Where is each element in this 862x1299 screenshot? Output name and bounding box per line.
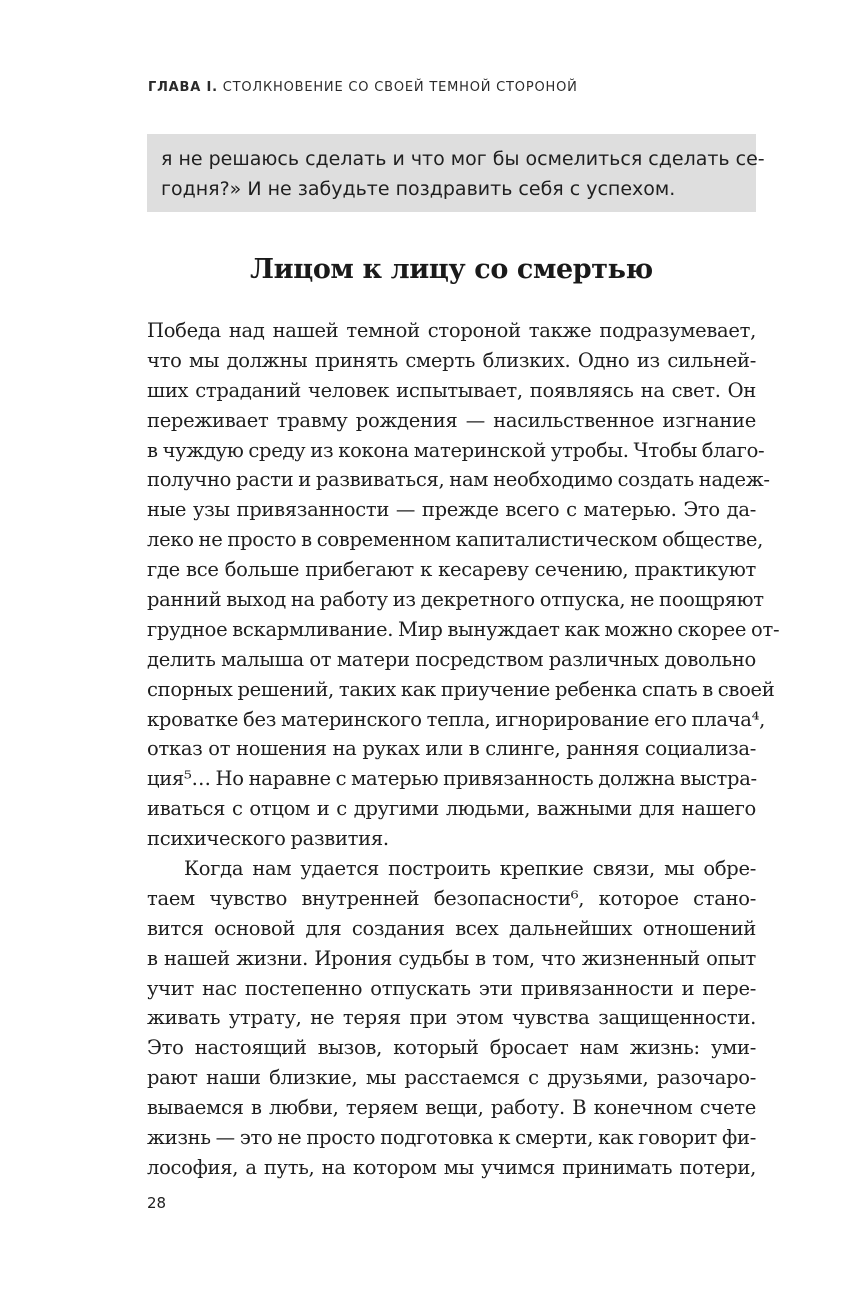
text-line: жизнь — это не просто подготовка к смерти, как говорит фи- xyxy=(147,1126,756,1150)
section-title: Лицом к лицу со смертью xyxy=(250,254,653,285)
text-line: таем чувство внутренней безопасности⁶, которое стано- xyxy=(147,886,756,910)
text-line: ные узы привязанности — прежде всего с матерью. Это да- xyxy=(147,498,756,522)
text-line: рают наши близкие, мы расстаемся с друзьями, разочаро- xyxy=(147,1066,756,1090)
text-line: в чуждую среду из кокона материнской утробы. Чтобы благо- xyxy=(147,438,765,462)
text-line: психического развития. xyxy=(147,827,389,851)
body-text xyxy=(147,316,780,1183)
text-line: лософия, а путь, на котором мы учимся принимать потери, xyxy=(147,1155,756,1179)
text-line: делить малыша от матери посредством различных довольно xyxy=(147,647,756,671)
paragraph-1 xyxy=(147,316,780,854)
text-line: где все больше прибегают к кесареву сечению, практикуют xyxy=(147,558,756,582)
text-line: вываемся в любви, теряем вещи, работу. В конечном счете xyxy=(147,1096,756,1120)
chapter-title: СТОЛКНОВЕНИЕ СО СВОЕЙ ТЕМНОЙ СТОРОНОЙ xyxy=(222,80,578,95)
callout-box xyxy=(147,134,765,212)
text-line: переживает травму рождения — насильственное изгнание xyxy=(147,408,756,432)
text-line: живать утрату, не теряя при этом чувства защищенности. xyxy=(147,1006,756,1030)
text-line: ранний выход на работу из декретного отпуска, не поощряют xyxy=(147,588,764,612)
text-line: отказ от ношения на руках или в слинге, ранняя социализа- xyxy=(147,737,756,761)
text-line: учит нас постепенно отпускать эти привязанности и пере- xyxy=(147,976,756,1000)
paragraph-2 xyxy=(147,854,756,1183)
text-line: ших страданий человек испытывает, появляясь на свет. Он xyxy=(147,378,756,402)
text-line: что мы должны принять смерть близких. Одно из сильней- xyxy=(147,348,756,372)
text-line: спорных решений, таких как приучение ребенка спать в своей xyxy=(147,677,775,701)
callout-line: я не решаюсь сделать и что мог бы осмелиться сделать се- xyxy=(161,148,765,170)
text-line: иваться с отцом и с другими людьми, важными для нашего xyxy=(147,797,756,821)
text-line: в нашей жизни. Ирония судьбы в том, что жизненный опыт xyxy=(147,946,756,970)
callout-line: годня?» И не забудьте поздравить себя с успехом. xyxy=(161,178,676,200)
text-line: Когда нам удается построить крепкие связи, мы обре- xyxy=(184,857,756,881)
text-line: грудное вскармливание. Мир вынуждает как можно скорее от- xyxy=(147,617,780,641)
text-line: леко не просто в современном капиталистическом обществе, xyxy=(147,528,764,552)
text-line: Победа над нашей темной стороной также подразумевает, xyxy=(147,319,756,342)
text-line: получно расти и развиваться, нам необходимо создать надеж- xyxy=(147,468,770,492)
running-head xyxy=(148,80,578,95)
text-line: Это настоящий вызов, который бросает нам жизнь: уми- xyxy=(147,1036,756,1060)
text-line: ция⁵… Но наравне с матерью привязанность должна выстра- xyxy=(147,767,757,791)
text-line: вится основой для создания всех дальнейших отношений xyxy=(147,916,756,940)
page-number: 28 xyxy=(147,1194,167,1212)
chapter-label: ГЛАВА I. xyxy=(148,80,218,95)
text-line: кроватке без материнского тепла, игнорирование его плача⁴, xyxy=(147,707,766,731)
